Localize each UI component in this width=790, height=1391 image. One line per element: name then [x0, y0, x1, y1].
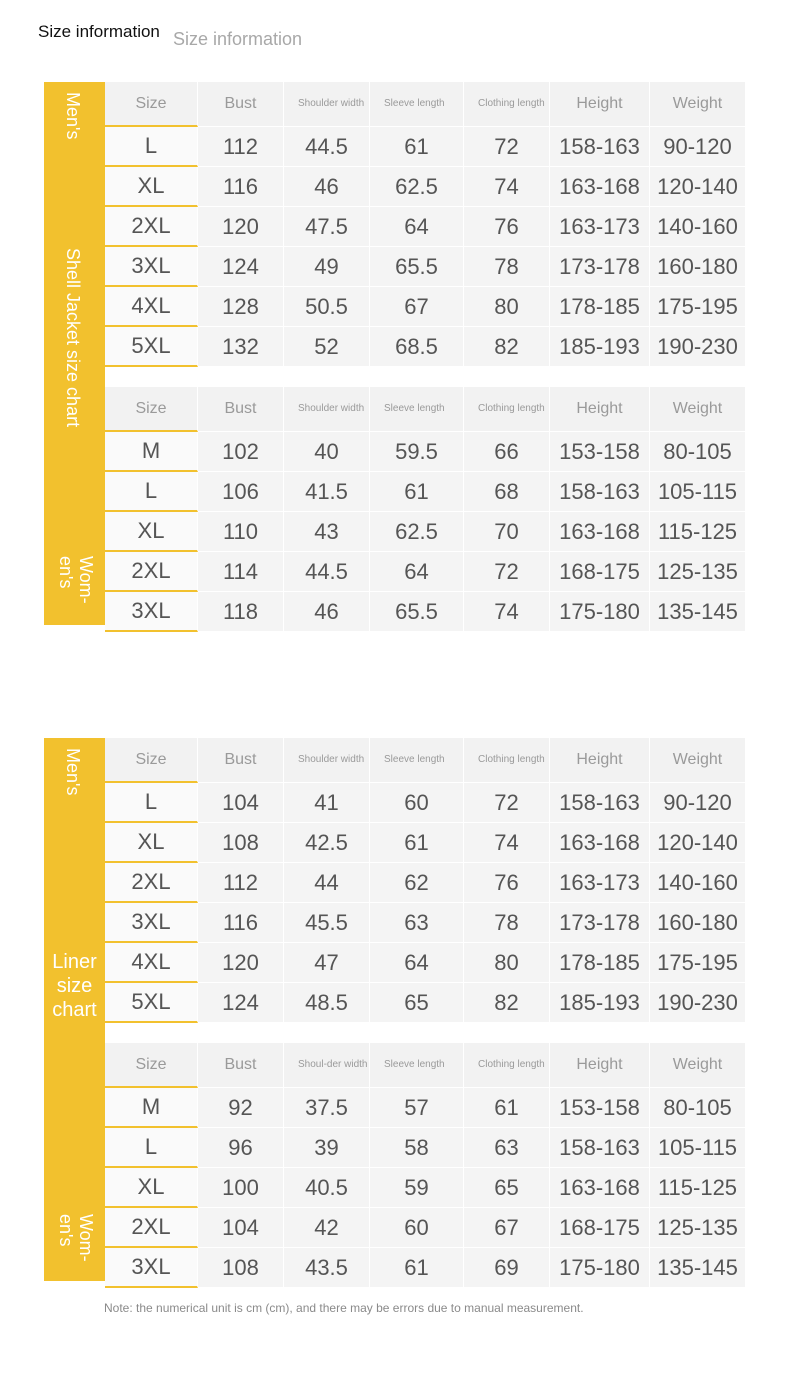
cell-bust: 124	[198, 247, 284, 287]
cell-bust: 114	[198, 552, 284, 592]
page-title: Size information	[38, 22, 160, 41]
liner-mens-table	[105, 738, 746, 1023]
cell-shoulder: 48.5	[284, 983, 370, 1023]
cell-weight: 175-195	[650, 943, 746, 983]
table-row	[105, 432, 746, 472]
cell-bust: 96	[198, 1128, 284, 1168]
cell-bust: 124	[198, 983, 284, 1023]
cell-height: 153-158	[550, 1088, 650, 1128]
cell-weight: 105-115	[650, 1128, 746, 1168]
liner-womens-label: Wom-en's	[56, 1214, 96, 1262]
header-height: Height	[550, 1043, 650, 1088]
cell-size: M	[105, 432, 198, 472]
table-header-row	[105, 82, 746, 127]
header-bust: Bust	[198, 1043, 284, 1088]
table-row	[105, 1088, 746, 1128]
cell-clothing: 61	[464, 1088, 550, 1128]
cell-shoulder: 40	[284, 432, 370, 472]
shell-chart-label: Shell Jacket size chart	[63, 248, 83, 428]
header-bust: Bust	[198, 82, 284, 127]
cell-size: M	[105, 1088, 198, 1128]
table-row	[105, 1128, 746, 1168]
cell-height: 158-163	[550, 472, 650, 512]
cell-height: 178-185	[550, 287, 650, 327]
header-shoulder: Shoulder width	[284, 738, 370, 783]
cell-clothing: 65	[464, 1168, 550, 1208]
table-row	[105, 863, 746, 903]
cell-clothing: 76	[464, 863, 550, 903]
table-row	[105, 552, 746, 592]
table-row	[105, 1208, 746, 1248]
cell-sleeve: 59.5	[370, 432, 464, 472]
cell-size: 3XL	[105, 903, 198, 943]
cell-bust: 104	[198, 1208, 284, 1248]
cell-size: 4XL	[105, 287, 198, 327]
cell-size: 2XL	[105, 863, 198, 903]
cell-shoulder: 49	[284, 247, 370, 287]
cell-clothing: 72	[464, 783, 550, 823]
liner-mens-body	[105, 738, 746, 1023]
cell-shoulder: 47	[284, 943, 370, 983]
liner-womens-table	[105, 1043, 746, 1288]
cell-height: 153-158	[550, 432, 650, 472]
cell-bust: 100	[198, 1168, 284, 1208]
header-clothing: Clothing length	[464, 82, 550, 127]
cell-weight: 190-230	[650, 327, 746, 367]
cell-clothing: 67	[464, 1208, 550, 1248]
shell-mens-body	[105, 82, 746, 367]
cell-height: 168-175	[550, 552, 650, 592]
cell-weight: 80-105	[650, 432, 746, 472]
cell-clothing: 66	[464, 432, 550, 472]
cell-clothing: 80	[464, 287, 550, 327]
table-row	[105, 207, 746, 247]
cell-weight: 125-135	[650, 1208, 746, 1248]
header-clothing: Clothing length	[464, 738, 550, 783]
header-weight: Weight	[650, 1043, 746, 1088]
cell-height: 185-193	[550, 327, 650, 367]
cell-shoulder: 40.5	[284, 1168, 370, 1208]
cell-bust: 118	[198, 592, 284, 632]
cell-clothing: 74	[464, 823, 550, 863]
cell-sleeve: 60	[370, 783, 464, 823]
liner-chart-label: Liner size chart	[52, 951, 97, 1021]
cell-height: 185-193	[550, 983, 650, 1023]
liner-size-block	[44, 738, 746, 1281]
cell-weight: 90-120	[650, 783, 746, 823]
table-row	[105, 783, 746, 823]
cell-weight: 125-135	[650, 552, 746, 592]
table-row	[105, 327, 746, 367]
table-row	[105, 592, 746, 632]
cell-weight: 140-160	[650, 207, 746, 247]
cell-shoulder: 50.5	[284, 287, 370, 327]
cell-sleeve: 59	[370, 1168, 464, 1208]
cell-height: 163-168	[550, 823, 650, 863]
header-sleeve: Sleeve length	[370, 387, 464, 432]
cell-shoulder: 44.5	[284, 127, 370, 167]
header-weight: Weight	[650, 82, 746, 127]
cell-weight: 105-115	[650, 472, 746, 512]
cell-sleeve: 61	[370, 823, 464, 863]
header-height: Height	[550, 738, 650, 783]
table-row	[105, 1168, 746, 1208]
cell-shoulder: 52	[284, 327, 370, 367]
cell-size: 4XL	[105, 943, 198, 983]
cell-shoulder: 45.5	[284, 903, 370, 943]
cell-sleeve: 67	[370, 287, 464, 327]
cell-size: 2XL	[105, 552, 198, 592]
header-weight: Weight	[650, 387, 746, 432]
cell-shoulder: 42.5	[284, 823, 370, 863]
cell-sleeve: 62.5	[370, 512, 464, 552]
cell-clothing: 74	[464, 592, 550, 632]
cell-weight: 160-180	[650, 903, 746, 943]
cell-shoulder: 44.5	[284, 552, 370, 592]
cell-weight: 160-180	[650, 247, 746, 287]
cell-height: 168-175	[550, 1208, 650, 1248]
cell-shoulder: 39	[284, 1128, 370, 1168]
cell-sleeve: 61	[370, 1248, 464, 1288]
cell-sleeve: 64	[370, 943, 464, 983]
cell-shoulder: 43.5	[284, 1248, 370, 1288]
cell-height: 163-173	[550, 207, 650, 247]
cell-bust: 106	[198, 472, 284, 512]
cell-bust: 104	[198, 783, 284, 823]
cell-size: L	[105, 1128, 198, 1168]
cell-clothing: 76	[464, 207, 550, 247]
table-row	[105, 287, 746, 327]
cell-shoulder: 42	[284, 1208, 370, 1248]
cell-shoulder: 41	[284, 783, 370, 823]
header-size: Size	[105, 387, 198, 432]
header-size: Size	[105, 1043, 198, 1088]
cell-sleeve: 62.5	[370, 167, 464, 207]
cell-shoulder: 46	[284, 167, 370, 207]
header-height: Height	[550, 82, 650, 127]
header-height: Height	[550, 387, 650, 432]
header-sleeve: Sleeve length	[370, 1043, 464, 1088]
cell-weight: 120-140	[650, 167, 746, 207]
cell-clothing: 82	[464, 983, 550, 1023]
shell-mens-table	[105, 82, 746, 367]
cell-height: 175-180	[550, 1248, 650, 1288]
cell-weight: 115-125	[650, 512, 746, 552]
cell-sleeve: 61	[370, 472, 464, 512]
cell-bust: 112	[198, 863, 284, 903]
cell-bust: 128	[198, 287, 284, 327]
cell-bust: 92	[198, 1088, 284, 1128]
cell-size: XL	[105, 823, 198, 863]
cell-weight: 140-160	[650, 863, 746, 903]
shell-womens-body	[105, 387, 746, 632]
cell-size: L	[105, 472, 198, 512]
cell-bust: 110	[198, 512, 284, 552]
liner-womens-body	[105, 1043, 746, 1288]
cell-size: 2XL	[105, 1208, 198, 1248]
cell-sleeve: 60	[370, 1208, 464, 1248]
table-header-row	[105, 1043, 746, 1088]
header-size: Size	[105, 82, 198, 127]
cell-clothing: 63	[464, 1128, 550, 1168]
header-shoulder: Shoul-der width	[284, 1043, 370, 1088]
cell-height: 163-168	[550, 167, 650, 207]
cell-bust: 102	[198, 432, 284, 472]
table-row	[105, 247, 746, 287]
cell-sleeve: 65	[370, 983, 464, 1023]
cell-sleeve: 63	[370, 903, 464, 943]
header-size: Size	[105, 738, 198, 783]
cell-weight: 120-140	[650, 823, 746, 863]
cell-sleeve: 64	[370, 552, 464, 592]
cell-weight: 80-105	[650, 1088, 746, 1128]
table-row	[105, 512, 746, 552]
cell-height: 158-163	[550, 1128, 650, 1168]
header-weight: Weight	[650, 738, 746, 783]
cell-clothing: 68	[464, 472, 550, 512]
cell-bust: 132	[198, 327, 284, 367]
cell-shoulder: 46	[284, 592, 370, 632]
cell-size: 5XL	[105, 327, 198, 367]
table-row	[105, 1248, 746, 1288]
cell-weight: 135-145	[650, 1248, 746, 1288]
cell-bust: 116	[198, 167, 284, 207]
cell-sleeve: 65.5	[370, 247, 464, 287]
cell-bust: 108	[198, 823, 284, 863]
cell-bust: 120	[198, 943, 284, 983]
table-header-row	[105, 738, 746, 783]
shell-womens-table	[105, 387, 746, 632]
cell-weight: 190-230	[650, 983, 746, 1023]
cell-sleeve: 57	[370, 1088, 464, 1128]
cell-weight: 115-125	[650, 1168, 746, 1208]
cell-shoulder: 37.5	[284, 1088, 370, 1128]
header-sleeve: Sleeve length	[370, 82, 464, 127]
cell-height: 163-168	[550, 1168, 650, 1208]
cell-size: XL	[105, 167, 198, 207]
cell-clothing: 70	[464, 512, 550, 552]
cell-size: 3XL	[105, 592, 198, 632]
cell-size: 5XL	[105, 983, 198, 1023]
table-row	[105, 943, 746, 983]
cell-height: 163-168	[550, 512, 650, 552]
cell-sleeve: 62	[370, 863, 464, 903]
cell-bust: 108	[198, 1248, 284, 1288]
cell-bust: 120	[198, 207, 284, 247]
cell-height: 158-163	[550, 127, 650, 167]
cell-height: 173-178	[550, 903, 650, 943]
cell-bust: 112	[198, 127, 284, 167]
header-bust: Bust	[198, 738, 284, 783]
shell-mens-label: Men's	[63, 92, 83, 140]
cell-sleeve: 68.5	[370, 327, 464, 367]
cell-clothing: 69	[464, 1248, 550, 1288]
cell-height: 175-180	[550, 592, 650, 632]
table-row	[105, 823, 746, 863]
header-sleeve: Sleeve length	[370, 738, 464, 783]
shell-jacket-size-block	[44, 82, 746, 625]
cell-height: 163-173	[550, 863, 650, 903]
cell-sleeve: 64	[370, 207, 464, 247]
page-subtitle: Size information	[173, 29, 303, 49]
cell-size: XL	[105, 1168, 198, 1208]
cell-height: 178-185	[550, 943, 650, 983]
cell-shoulder: 44	[284, 863, 370, 903]
cell-weight: 135-145	[650, 592, 746, 632]
cell-height: 158-163	[550, 783, 650, 823]
cell-size: XL	[105, 512, 198, 552]
cell-height: 173-178	[550, 247, 650, 287]
cell-clothing: 78	[464, 247, 550, 287]
header-clothing: Clothing length	[464, 387, 550, 432]
cell-size: L	[105, 127, 198, 167]
cell-weight: 175-195	[650, 287, 746, 327]
table-row	[105, 903, 746, 943]
cell-shoulder: 47.5	[284, 207, 370, 247]
cell-weight: 90-120	[650, 127, 746, 167]
table-row	[105, 983, 746, 1023]
header-bust: Bust	[198, 387, 284, 432]
cell-shoulder: 41.5	[284, 472, 370, 512]
table-row	[105, 127, 746, 167]
cell-sleeve: 65.5	[370, 592, 464, 632]
cell-clothing: 82	[464, 327, 550, 367]
liner-mens-label: Men's	[63, 748, 83, 796]
cell-sleeve: 58	[370, 1128, 464, 1168]
table-row	[105, 167, 746, 207]
cell-clothing: 72	[464, 552, 550, 592]
cell-bust: 116	[198, 903, 284, 943]
cell-size: 3XL	[105, 247, 198, 287]
cell-clothing: 78	[464, 903, 550, 943]
cell-sleeve: 61	[370, 127, 464, 167]
cell-clothing: 80	[464, 943, 550, 983]
cell-clothing: 74	[464, 167, 550, 207]
header-shoulder: Shoulder width	[284, 82, 370, 127]
table-row	[105, 472, 746, 512]
cell-shoulder: 43	[284, 512, 370, 552]
cell-clothing: 72	[464, 127, 550, 167]
table-header-row	[105, 387, 746, 432]
header-shoulder: Shoulder width	[284, 387, 370, 432]
cell-size: L	[105, 783, 198, 823]
cell-size: 3XL	[105, 1248, 198, 1288]
shell-womens-label: Wom-en's	[56, 556, 96, 604]
measurement-note: Note: the numerical unit is cm (cm), and there may be errors due to manual measurement.	[104, 1301, 584, 1315]
cell-size: 2XL	[105, 207, 198, 247]
header-clothing: Clothing length	[464, 1043, 550, 1088]
